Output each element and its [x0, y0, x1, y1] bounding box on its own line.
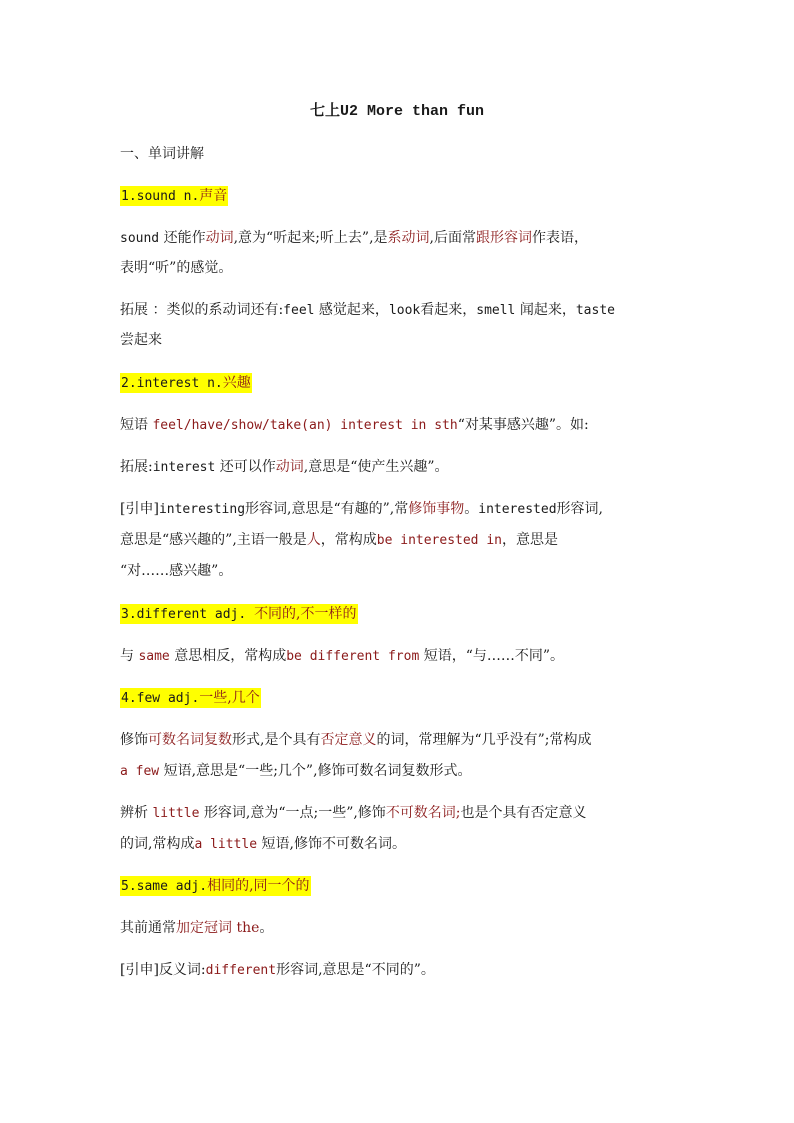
text: 形容词,意思是“不同的”。	[276, 962, 435, 978]
text: ，常构成	[320, 532, 377, 548]
text: “对某事感兴趣”。如:	[457, 417, 589, 433]
text: 形容词,意为“一点;一些”,修饰	[199, 805, 386, 821]
text: 看起来，	[420, 302, 477, 318]
document-title: 七上U2 More than fun	[309, 103, 485, 120]
word-meaning: 兴趣	[222, 375, 251, 391]
text: 其前通常	[120, 920, 176, 936]
emphasis: 加定冠词 the	[176, 920, 260, 936]
word-heading-different	[120, 603, 680, 626]
text: 作表语，	[531, 230, 588, 246]
paragraph-line	[120, 833, 680, 856]
word-term: 1.sound n.	[121, 189, 200, 204]
word-meaning: 不同的,不一样的	[254, 606, 357, 622]
text: 短语,修饰不可数名词。	[257, 836, 406, 852]
text: ,意思是“使产生兴趣”。	[303, 459, 449, 475]
emphasis: a few	[120, 764, 160, 779]
paragraph-line	[120, 498, 680, 521]
text: taste	[575, 303, 615, 318]
word-heading-interest	[120, 372, 680, 395]
text: sound	[120, 231, 160, 246]
emphasis: a little	[194, 837, 258, 852]
word-meaning: 相同的,同一个的	[207, 878, 310, 894]
text: 修饰	[120, 732, 148, 748]
text: 感觉起来，	[314, 302, 389, 318]
highlight	[120, 876, 311, 896]
emphasis: 跟形容词	[475, 230, 532, 246]
emphasis: 修饰事物	[408, 501, 465, 517]
text: 短语，“与……不同”。	[419, 648, 565, 664]
emphasis: 动词	[205, 230, 234, 246]
emphasis: 系动词	[387, 230, 430, 246]
text: [引申]反义词:	[120, 962, 206, 978]
text: 形容词,	[556, 501, 603, 517]
text: 闻起来，	[515, 302, 576, 318]
text: 意思相反，常构成	[169, 648, 287, 664]
paragraph-line	[120, 729, 680, 751]
paragraph-line	[120, 299, 680, 322]
text: 短语	[120, 417, 153, 433]
word-heading-sound	[120, 185, 680, 208]
emphasis: 不可数名词;	[385, 805, 461, 821]
highlight	[120, 373, 252, 393]
paragraph-line: 尝起来	[120, 332, 162, 348]
paragraph-line: “对……感兴趣”。	[120, 563, 233, 579]
text: 。	[464, 501, 479, 517]
paragraph-line: 表明“听”的感觉。	[120, 260, 233, 276]
paragraph-line	[120, 227, 680, 250]
text: ,后面常	[429, 230, 476, 246]
highlight	[120, 186, 228, 206]
text: 。	[259, 920, 274, 936]
word-heading-few	[120, 687, 680, 710]
text: interested	[478, 502, 557, 517]
text: feel	[283, 303, 315, 318]
text: 辨析	[120, 805, 153, 821]
paragraph-line	[120, 529, 680, 552]
word-heading-same	[120, 875, 680, 898]
emphasis: 可数名词复数	[148, 732, 232, 748]
text: 的词，常理解为“几乎没有”;常构成	[376, 732, 592, 748]
text: 短语,意思是“一些;几个”,修饰可数名词复数形式。	[159, 763, 472, 779]
emphasis: different	[205, 963, 277, 978]
word-meaning: 声音	[199, 188, 228, 204]
highlight	[120, 604, 358, 624]
emphasis: same	[138, 649, 170, 664]
text: 意思是“感兴趣的”,主语一般是	[120, 532, 307, 548]
text: look	[388, 303, 421, 318]
emphasis: 否定意义	[320, 732, 377, 748]
text: 还能作	[159, 230, 206, 246]
text: ，意思是	[502, 532, 558, 548]
emphasis: be different from	[286, 649, 420, 664]
text: 拓展:	[120, 459, 153, 475]
paragraph-line	[120, 760, 680, 783]
text: 还可以作	[215, 459, 276, 475]
text: 拓展 ：类似的系动词还有:	[120, 302, 284, 318]
word-term: 5.same adj.	[121, 879, 208, 894]
text: 形式,是个具有	[232, 732, 321, 748]
text: interest	[152, 460, 216, 475]
word-term: 2.interest n.	[121, 376, 223, 391]
text: 的词,常构成	[120, 836, 195, 852]
emphasis: little	[152, 806, 200, 821]
paragraph-line	[120, 959, 680, 982]
paragraph-line	[120, 456, 680, 479]
text: ,意为“听起来;听上去”,是	[233, 230, 388, 246]
emphasis: be interested in	[376, 533, 502, 548]
emphasis: feel/have/show/take(an) interest in sth	[152, 418, 458, 433]
text: [引申]	[120, 501, 159, 517]
paragraph-line	[120, 414, 680, 437]
text: 也是个具有否定意义	[460, 805, 587, 821]
word-term: 3.different adj.	[121, 607, 255, 622]
highlight	[120, 688, 261, 708]
text: interesting	[158, 502, 246, 517]
word-term: 4.few adj.	[121, 691, 200, 706]
text: 形容词,意思是“有趣的”,常	[245, 501, 409, 517]
text: 与	[120, 648, 139, 664]
section-heading: 一、单词讲解	[120, 146, 204, 162]
emphasis: 动词	[275, 459, 304, 475]
paragraph-line	[120, 645, 680, 668]
word-meaning: 一些,几个	[199, 690, 260, 706]
paragraph-line	[120, 917, 680, 939]
text: smell	[476, 303, 516, 318]
paragraph-line	[120, 802, 680, 825]
emphasis: 人	[306, 532, 321, 548]
